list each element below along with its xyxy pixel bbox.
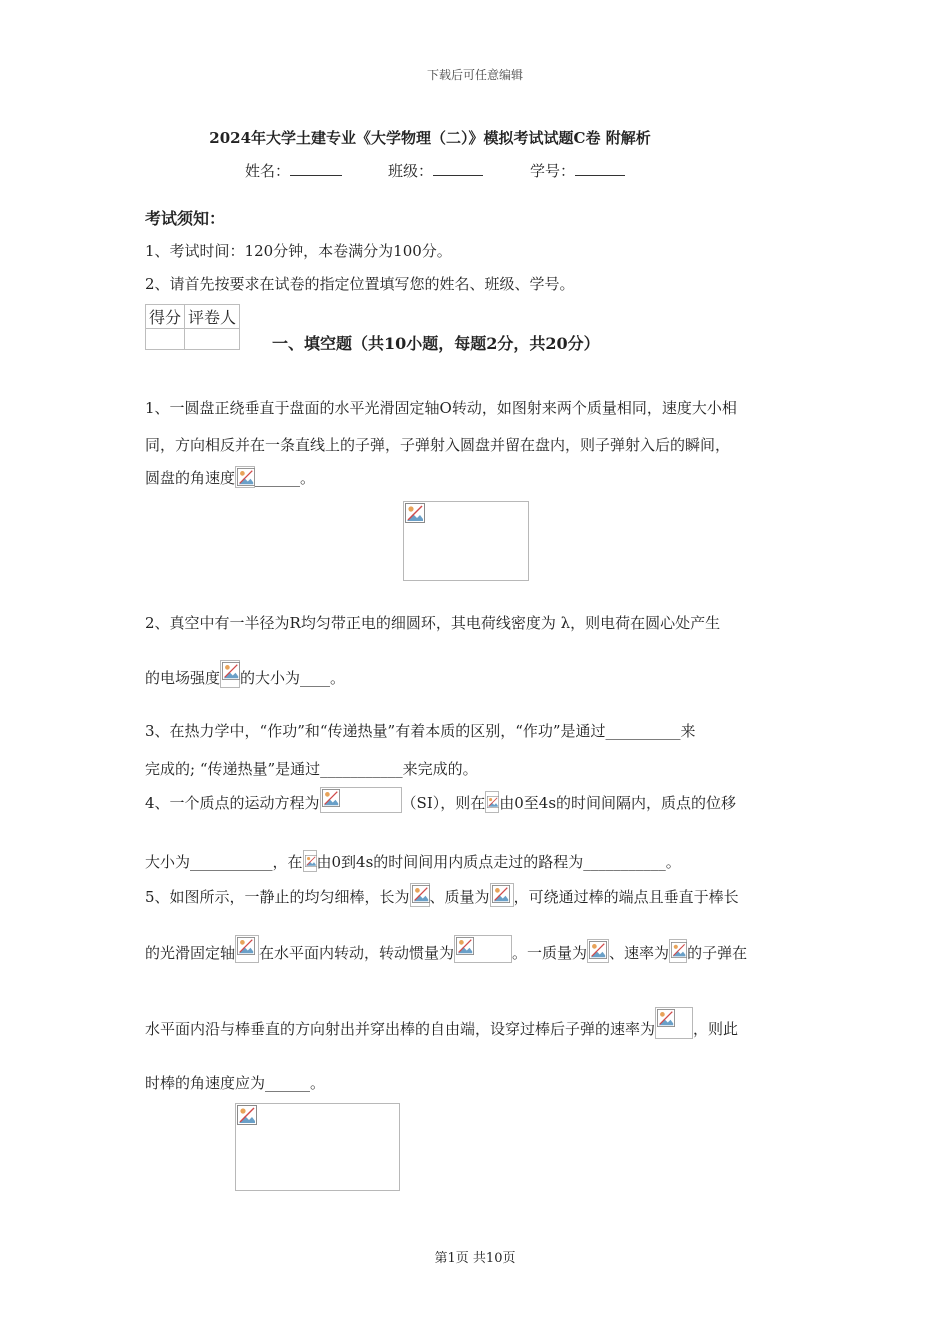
broken-image-icon (405, 503, 425, 523)
q4-line-1 (145, 787, 736, 813)
q4-text-d: 大小为___________，在 (145, 853, 303, 871)
header-note: 下载后可任意编辑 (426, 68, 523, 82)
q4-text-c: 由0至4s的时间间隔内，质点的位移 (499, 794, 737, 812)
q1-text: 圆盘的角速度 (145, 469, 236, 487)
broken-image-icon (220, 660, 240, 688)
q5-line-4: 时棒的角速度应为______。 (145, 1074, 326, 1092)
q5-text-d: 的光滑固定轴 (145, 944, 236, 962)
q5-figure (235, 1103, 400, 1191)
q4-text-e: 由0到4s的时间间用内质点走过的路程为___________。 (316, 853, 681, 871)
broken-image-icon (669, 939, 687, 963)
broken-image-icon (410, 883, 430, 907)
q3-line-1: 3、在热力学中，“作功”和“传递热量”有着本质的区别，“作功”是通过__________来 (145, 722, 696, 740)
section-heading: 一、填空题（共10小题，每题2分，共20分） (272, 334, 600, 353)
q1-line-2: 同，方向相反并在一条直线上的子弹，子弹射入圆盘并留在盘内，则子弹射入后的瞬间， (145, 436, 731, 454)
q4-text-b: （SI），则在 (401, 794, 486, 812)
id-field (530, 160, 625, 181)
notice-heading: 考试须知： (145, 209, 226, 228)
q2-text: 的电场强度 (145, 669, 221, 687)
score-header: 得分 (146, 305, 185, 329)
class-blank[interactable] (433, 161, 483, 176)
broken-image-icon (454, 935, 512, 963)
broken-image-icon (490, 883, 514, 907)
score-table (145, 304, 240, 350)
notice-item-2: 2、请首先按要求在试卷的指定位置填写您的姓名、班级、学号。 (145, 275, 575, 293)
q5-line-3 (145, 1007, 738, 1039)
broken-image-icon (655, 1007, 693, 1039)
q1-blank: ______。 (255, 469, 316, 487)
q5-text-f: 。一质量为 (512, 944, 588, 962)
broken-image-icon (485, 791, 499, 813)
exam-title: 2024年大学土建专业《大学物理（二）》模拟考试试题C卷 附解析 (209, 129, 651, 147)
page-footer: 第1页 共10页 (434, 1251, 516, 1266)
notice-item-1: 1、考试时间：120分钟，本卷满分为100分。 (145, 242, 452, 260)
grader-header: 评卷人 (185, 305, 240, 329)
broken-image-icon (303, 850, 317, 872)
q1-line-3 (145, 466, 315, 488)
q5-line-2 (145, 935, 747, 963)
q5-text-i: 水平面内沿与棒垂直的方向射出并穿出棒的自由端，设穿过棒后子弹的速率为 (145, 1020, 656, 1038)
q5-text-a: 5、如图所示，一静止的均匀细棒，长为 (145, 888, 410, 906)
q4-line-2 (145, 850, 681, 872)
q5-text-h: 的子弹在 (687, 944, 748, 962)
name-field (245, 160, 342, 181)
class-field (388, 160, 483, 181)
q5-text-j: ，则此 (693, 1020, 739, 1038)
broken-image-icon (320, 787, 402, 813)
score-cell (146, 329, 185, 350)
id-label: 学号： (530, 162, 576, 180)
q4-text-a: 4、一个质点的运动方程为 (145, 794, 320, 812)
broken-image-icon (237, 1105, 257, 1125)
q2-line-2 (145, 660, 345, 688)
q1-figure (403, 501, 529, 581)
q1-line-1: 1、一圆盘正绕垂直于盘面的水平光滑固定轴O转动，如图射来两个质量相同，速度大小相 (145, 399, 737, 417)
broken-image-icon (235, 466, 255, 488)
q2-line-1: 2、真空中有一半径为R均匀带正电的细圆环，其电荷线密度为 λ，则电荷在圆心处产生 (145, 614, 721, 632)
q5-text-b: 、质量为 (429, 888, 490, 906)
q5-line-1 (145, 883, 739, 907)
q5-text-c: ，可绕通过棒的端点且垂直于棒长 (513, 888, 739, 906)
q3-line-2: 完成的; “传递热量”是通过___________来完成的。 (145, 760, 478, 778)
q5-text-g: 、速率为 (609, 944, 670, 962)
name-blank[interactable] (290, 161, 342, 176)
grader-cell (185, 329, 240, 350)
broken-image-icon (235, 935, 259, 963)
q2-blank: 的大小为____。 (240, 669, 346, 687)
id-blank[interactable] (575, 161, 625, 176)
name-label: 姓名： (245, 162, 291, 180)
broken-image-icon (587, 939, 609, 963)
q5-text-e: 在水平面内转动，转动惯量为 (259, 944, 455, 962)
class-label: 班级： (388, 162, 434, 180)
